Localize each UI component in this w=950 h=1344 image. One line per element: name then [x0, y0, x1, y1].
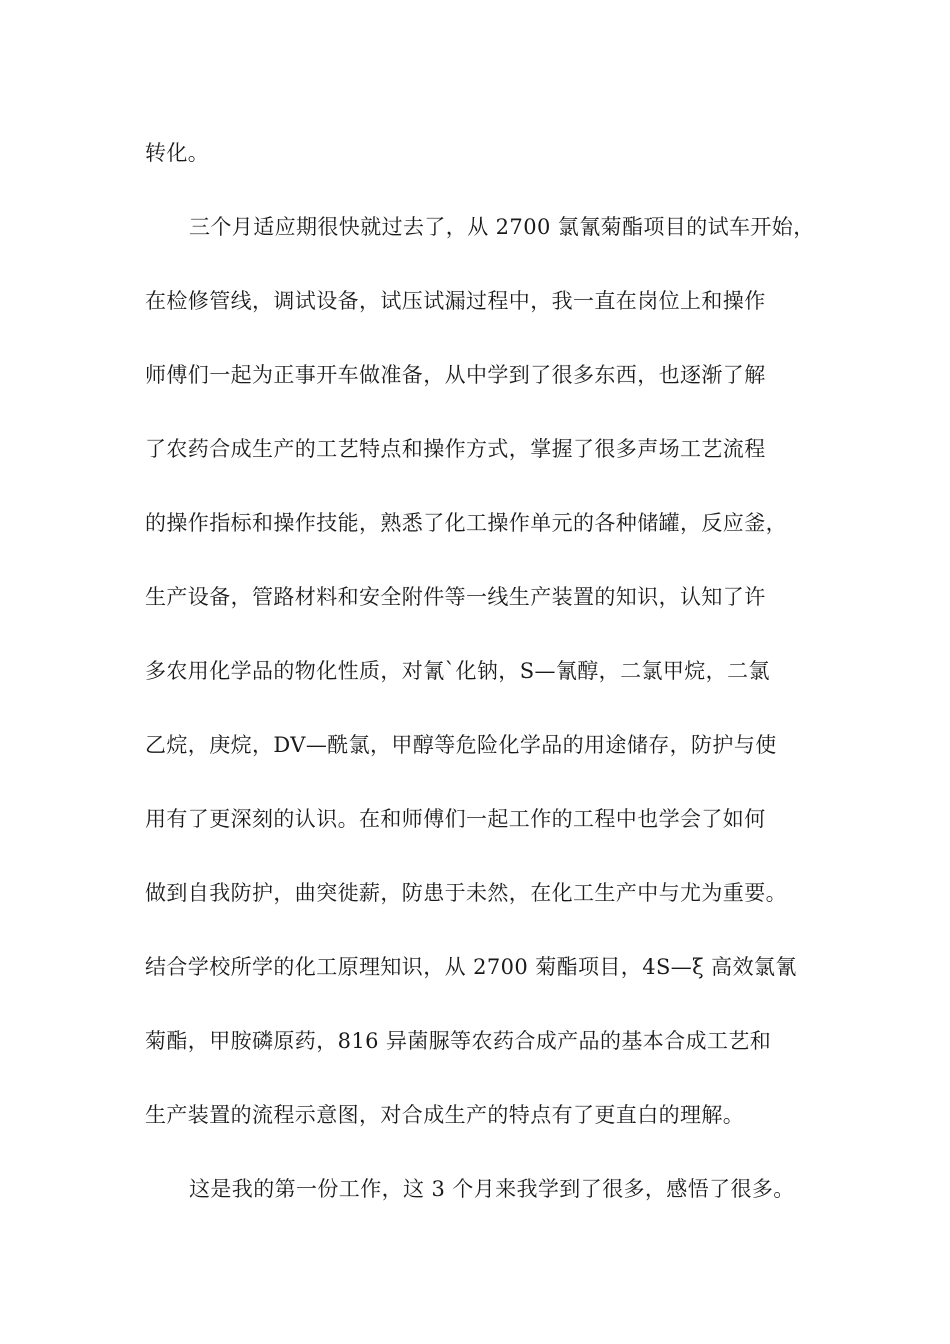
paragraph-2-line-2: 在检修管线，调试设备，试压试漏过程中，我一直在岗位上和操作	[145, 289, 766, 313]
paragraph-2-line-9: 用有了更深刻的认识。在和师傅们一起工作的工程中也学会了如何	[145, 807, 766, 831]
paragraph-2-line-5: 的操作指标和操作技能，熟悉了化工操作单元的各种储罐，反应釜，	[145, 511, 787, 535]
paragraph-2-line-7: 多农用化学品的物化性质，对氰`化钠，S—氰醇，二氯甲烷，二氯	[145, 659, 770, 683]
text-line-1: 转化。	[145, 141, 210, 165]
paragraph-2-line-6: 生产设备，管路材料和安全附件等一线生产装置的知识，认知了许	[145, 585, 766, 609]
paragraph-2-line-13: 生产装置的流程示意图，对合成生产的特点有了更直白的理解。	[145, 1103, 745, 1127]
paragraph-2-line-1: 三个月适应期很快就过去了，从 2700 氯氰菊酯项目的试车开始，	[189, 215, 815, 239]
paragraph-2-line-12: 菊酯，甲胺磷原药，816 异菌脲等农药合成产品的基本合成工艺和	[145, 1029, 772, 1053]
paragraph-2-line-8: 乙烷，庚烷，DV—酰氯，甲醇等危险化学品的用途储存，防护与使	[145, 733, 777, 757]
paragraph-2-line-3: 师傅们一起为正事开车做准备，从中学到了很多东西，也逐渐了解	[145, 363, 766, 387]
paragraph-2-line-11: 结合学校所学的化工原理知识，从 2700 菊酯项目，4S—ξ 高效氯氰	[145, 955, 797, 979]
paragraph-2-line-4: 了农药合成生产的工艺特点和操作方式，掌握了很多声场工艺流程	[145, 437, 766, 461]
paragraph-2-line-10: 做到自我防护，曲突徙薪，防患于未然，在化工生产中与尤为重要。	[145, 881, 787, 905]
paragraph-3-line-1: 这是我的第一份工作，这 3 个月来我学到了很多，感悟了很多。	[189, 1177, 795, 1201]
